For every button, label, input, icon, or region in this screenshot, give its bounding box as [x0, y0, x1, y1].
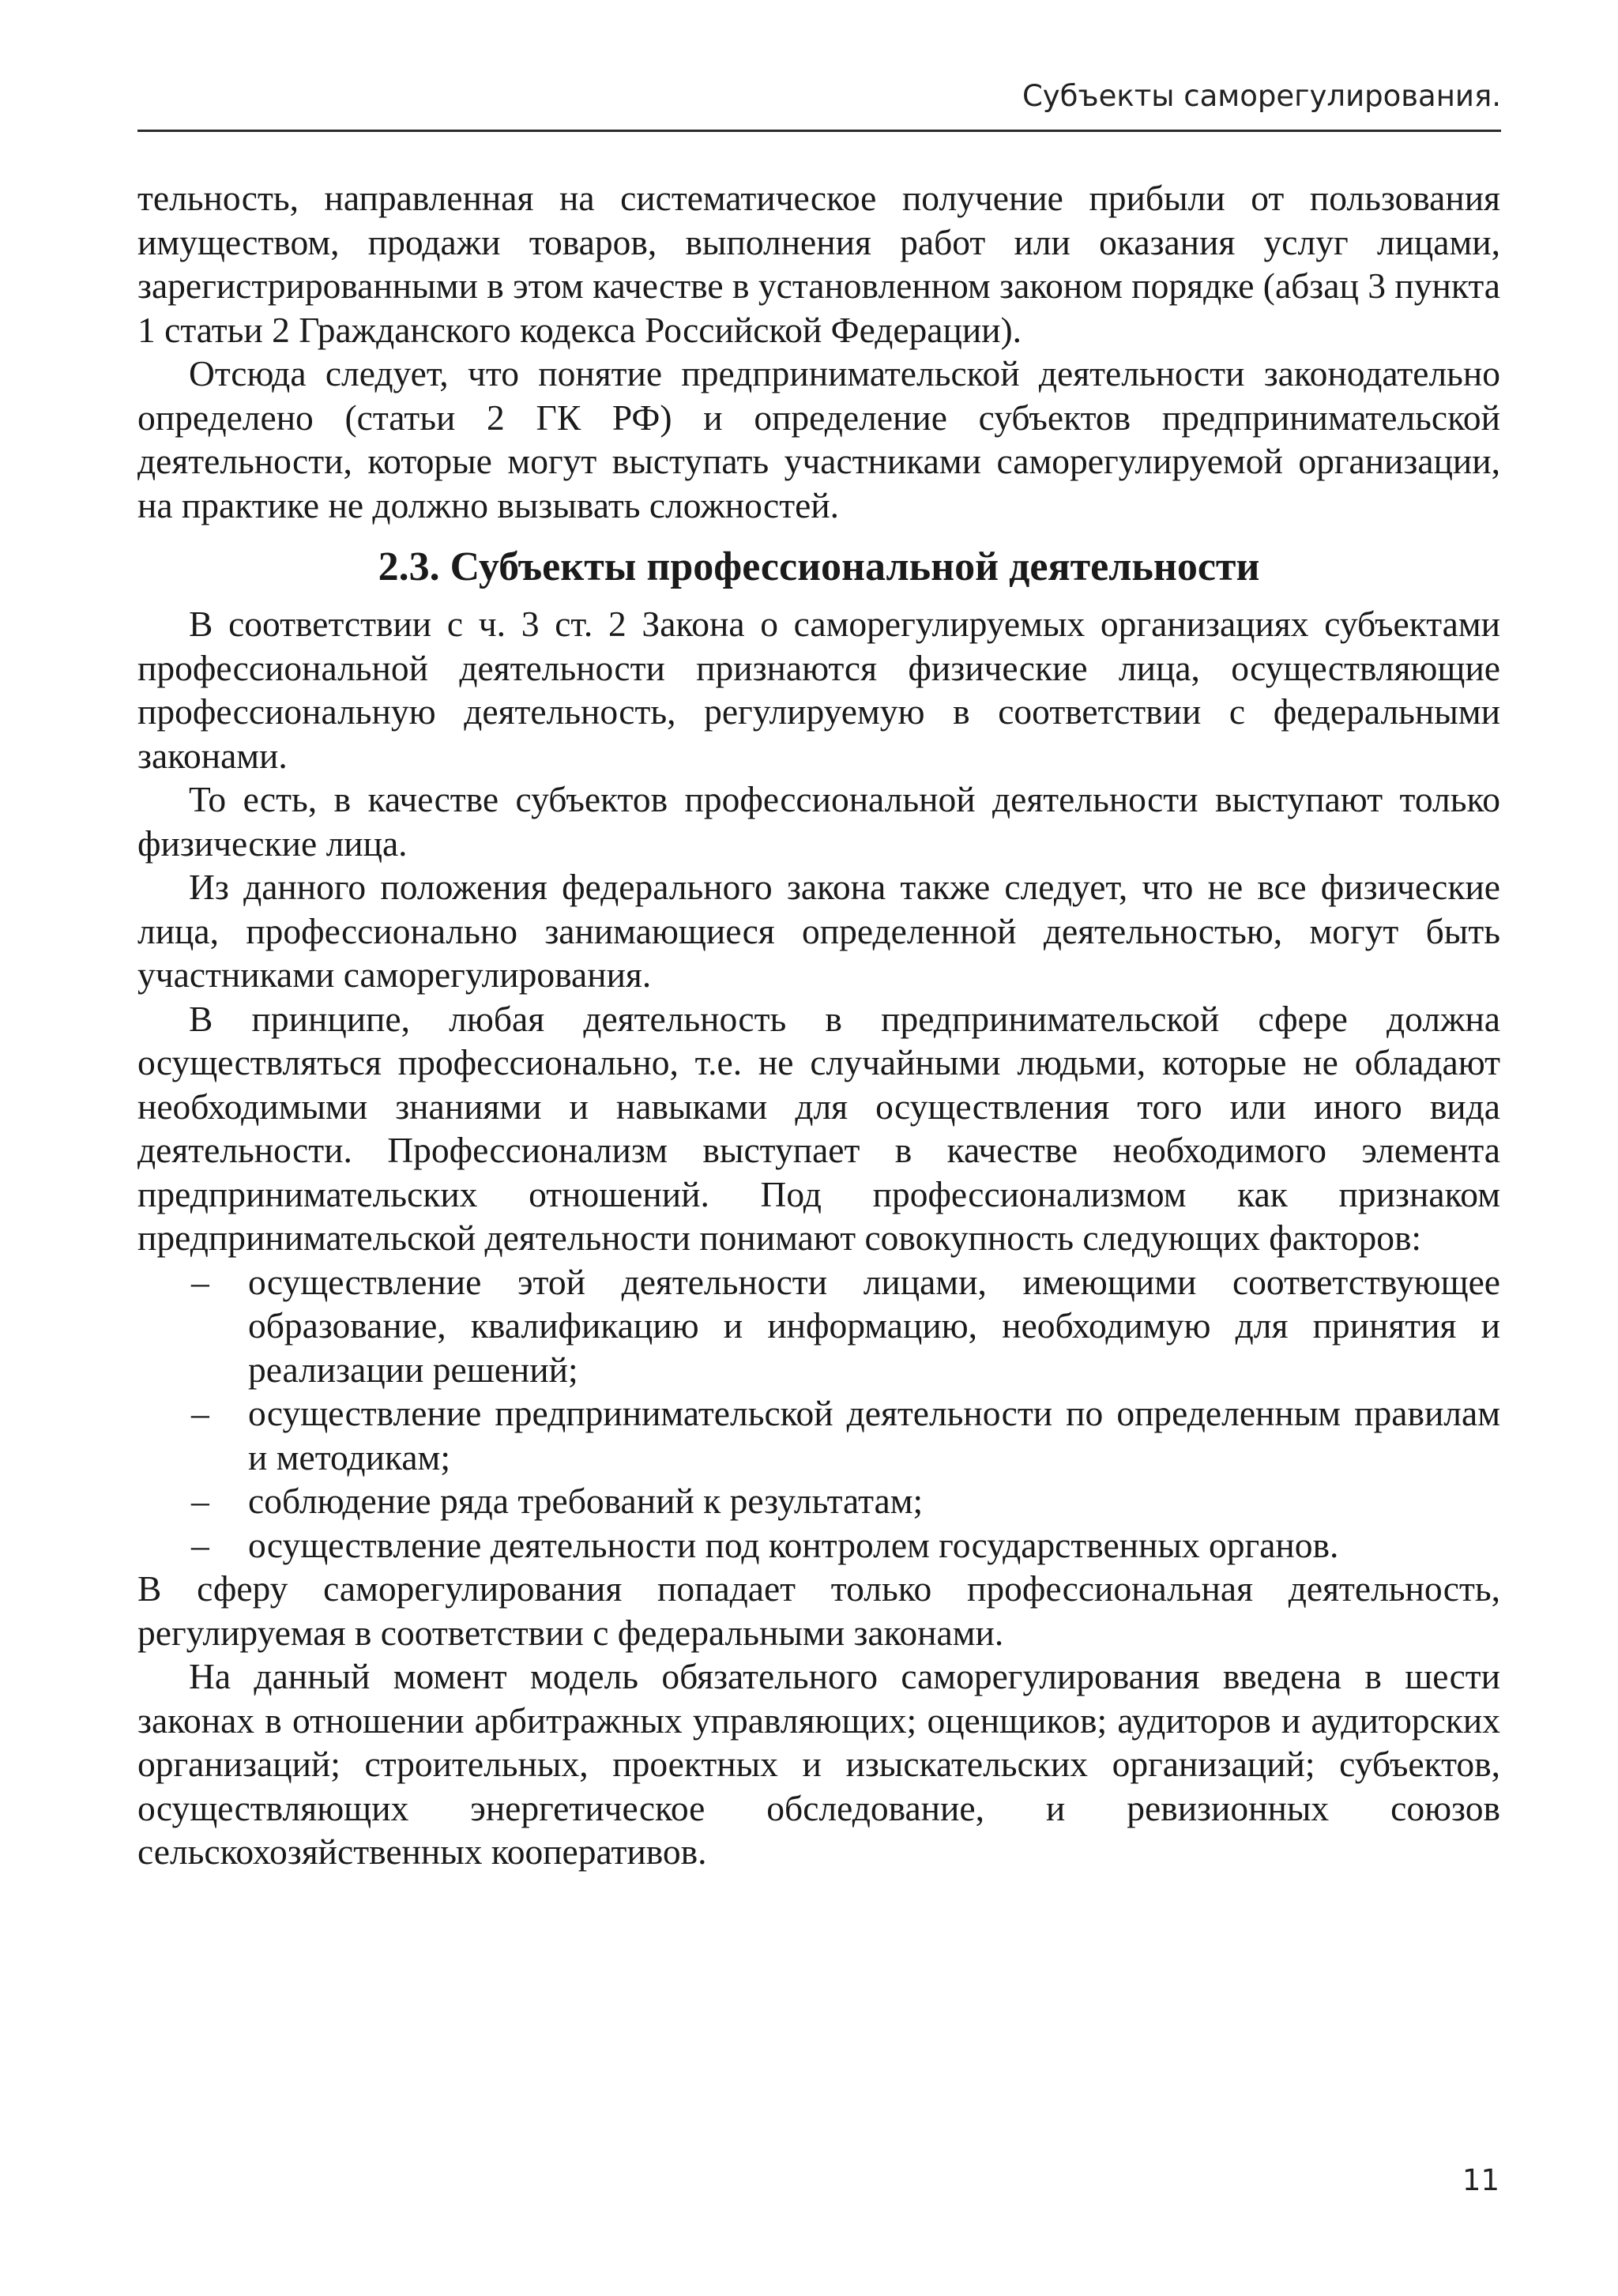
paragraph: В соответствии с ч. 3 ст. 2 Закона о саморегулируемых организациях субъектами профессиональной деятельности признаются физические лица, осуществляющие профессиональную деятельность, регулируемую в соответствии с федеральными законами.	[137, 604, 1500, 776]
list-item-text: осуществление этой деятельности лицами, имеющими соответствующее образование, квалификацию и информацию, необходимую для принятия и реализации решений;	[248, 1261, 1500, 1390]
list-item-text: осуществление деятельности под контролем государственных органов.	[248, 1524, 1339, 1565]
paragraph: В сферу саморегулирования попадает только профессиональная деятельность, регулируемая в соответствии с федеральными законами.	[137, 1568, 1500, 1653]
page-body	[137, 176, 1500, 1874]
page-number: 11	[1462, 2163, 1499, 2197]
running-header	[137, 73, 1501, 132]
list-item	[137, 1479, 1500, 1523]
list-item	[137, 1523, 1500, 1568]
list-item-text: осуществление предпринимательской деятельности по определенным правилам и методикам;	[248, 1393, 1500, 1477]
paragraph: В принципе, любая деятельность в предпринимательской сфере должна осуществляться профессионально, т.е. не случайными людьми, которые не обладают необходимыми знаниями и навыками для осуществления того или иного вида деятельности. Профессионализм выступает в качестве необходимого элемента предпринимательских отношений. Под профессионализмом как признаком предпринимательской деятельности понимают совокупность следующих факторов:	[137, 998, 1500, 1258]
list-dash: –	[191, 1481, 209, 1521]
list-item	[137, 1391, 1500, 1479]
list-dash: –	[191, 1524, 209, 1565]
paragraph: То есть, в качестве субъектов профессиональной деятельности выступают только физические лица.	[137, 779, 1500, 864]
factors-list	[137, 1260, 1500, 1568]
paragraph: На данный момент модель обязательного саморегулирования введена в шести законах в отношении арбитражных управляющих; оценщиков; аудиторов и аудиторских организаций; строительных, проектных и изыскательских организаций; субъектов, осуществляющих энергетическое обследование, и ревизионных союзов сельскохозяйственных кооперативов.	[137, 1656, 1500, 1872]
list-item-text: соблюдение ряда требований к результатам;	[248, 1481, 924, 1521]
paragraph-continuation: тельность, направленная на систематическое получение прибыли от пользования имуществом, продажи товаров, выполнения работ или оказания услуг лицами, зарегистрированными в этом качестве в установленном законом порядке (абзац 3 пункта 1 статьи 2 Гражданского кодекса Российской Федерации).	[137, 178, 1500, 350]
section-heading: 2.3. Субъекты профессиональной деятельности	[378, 544, 1260, 589]
list-item	[137, 1260, 1500, 1392]
paragraph: Отсюда следует, что понятие предпринимательской деятельности законодательно определено (статьи 2 ГК РФ) и определение субъектов предпринимательской деятельности, которые могут выступать участниками саморегулируемой организации, на практике не должно вызывать сложностей.	[137, 353, 1500, 525]
list-dash: –	[191, 1261, 209, 1302]
running-title: Субъекты саморегулирования.	[1022, 79, 1501, 113]
list-dash: –	[191, 1393, 209, 1433]
paragraph: Из данного положения федерального закона также следует, что не все физические лица, профессионально занимающиеся определенной деятельностью, могут быть участниками саморегулирования.	[137, 867, 1500, 995]
